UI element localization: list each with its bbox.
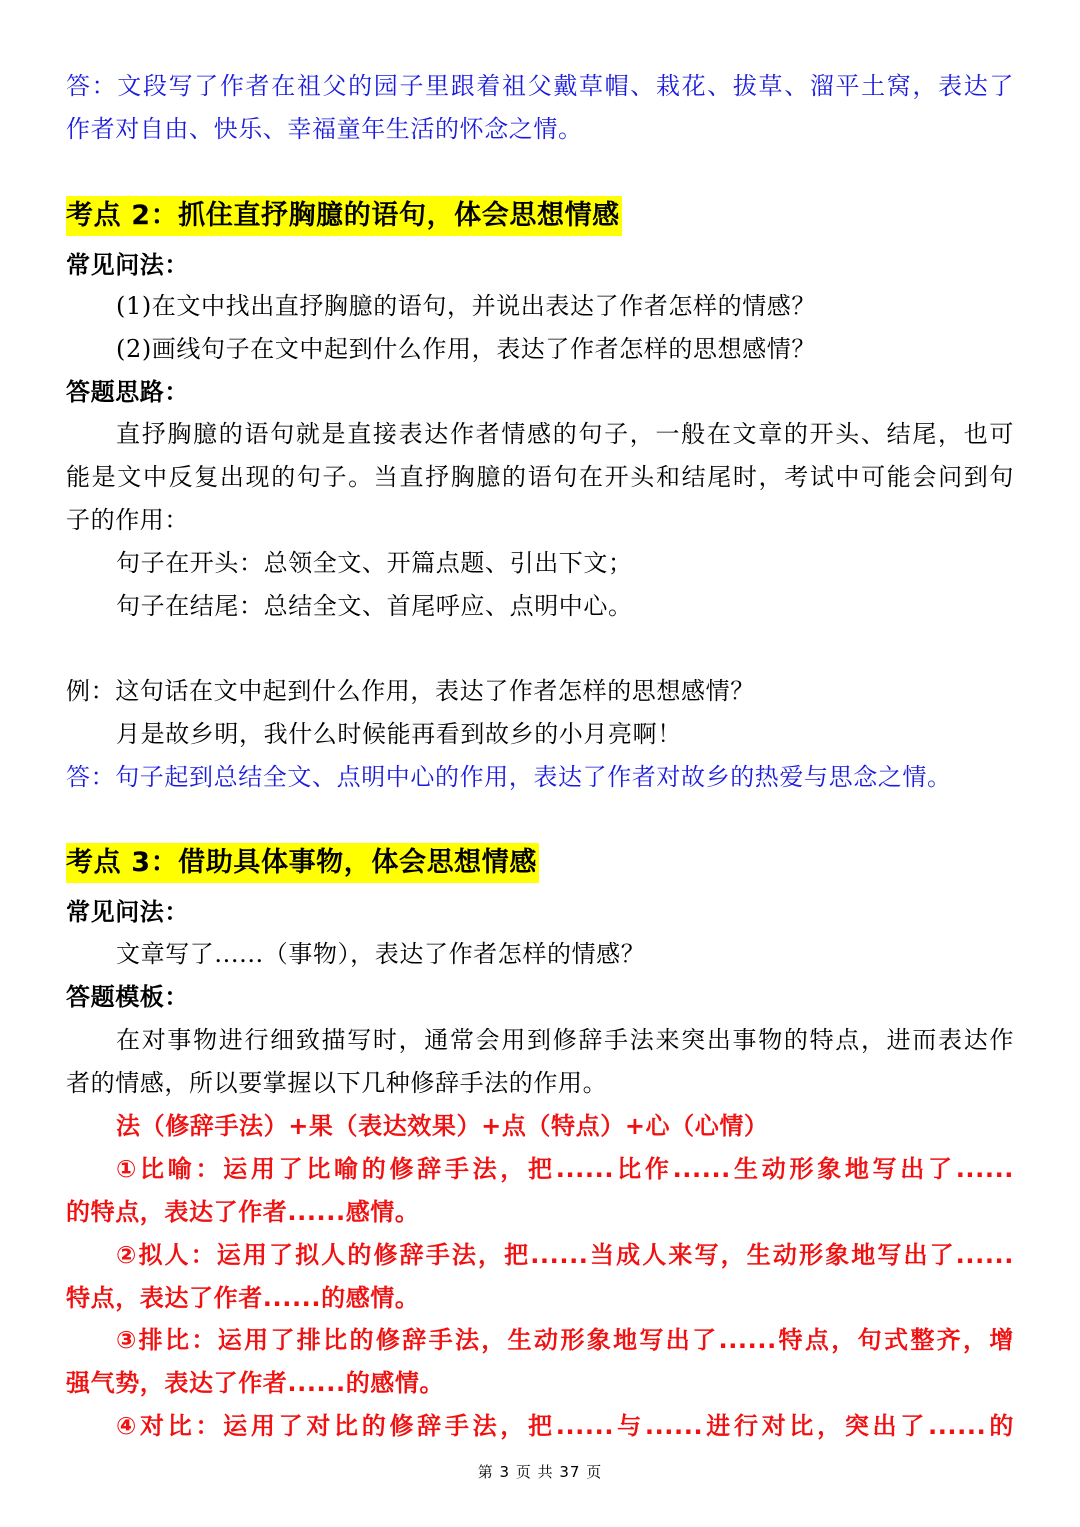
template-item-personification: ②拟人：运用了拟人的修辞手法，把......当成人来写，生动形象地写出了...... — [116, 1241, 1014, 1269]
example-sentence: 月是故乡明，我什么时候能再看到故乡的小月亮啊！ — [116, 720, 682, 748]
body-paragraph: 句子在开头：总领全文、开篇点题、引出下文； — [116, 549, 633, 577]
template-item-metaphor: 的特点，表达了作者......感情。 — [66, 1198, 420, 1226]
body-paragraph: 子的作用： — [66, 506, 189, 534]
template-item-parallelism: ③排比：运用了排比的修辞手法，生动形象地写出了......特点，句式整齐，增 — [116, 1326, 1014, 1354]
template-item-contrast: ④对比：运用了对比的修辞手法，把......与......进行对比，突出了......的 — [116, 1412, 1014, 1440]
section-heading-kaodian-2: 考点 2：抓住直抒胸臆的语句，体会思想情感 — [66, 196, 622, 236]
example-question: 例：这句话在文中起到什么作用，表达了作者怎样的思想感情？ — [66, 677, 755, 705]
section-heading-kaodian-3: 考点 3：借助具体事物，体会思想情感 — [66, 843, 539, 883]
body-paragraph: 能是文中反复出现的句子。当直抒胸臆的语句在开头和结尾时，考试中可能会问到句 — [66, 463, 1014, 491]
body-paragraph: 在对事物进行细致描写时，通常会用到修辞手法来突出事物的特点，进而表达作 — [116, 1026, 1014, 1054]
answer-text: 答：文段写了作者在祖父的园子里跟着祖父戴草帽、栽花、拔草、溜平土窝，表达了 — [66, 72, 1014, 100]
subheading-question-types: 常见问法： — [66, 251, 189, 279]
question-item: 文章写了......（事物），表达了作者怎样的情感？ — [116, 940, 646, 968]
question-item: (1)在文中找出直抒胸臆的语句，并说出表达了作者怎样的情感？ — [116, 292, 816, 320]
body-paragraph: 直抒胸臆的语句就是直接表达作者情感的句子，一般在文章的开头、结尾，也可 — [116, 420, 1014, 448]
subheading-answer-approach: 答题思路： — [66, 378, 189, 406]
template-formula: 法（修辞手法）+果（表达效果）+点（特点）+心（心情） — [116, 1112, 769, 1140]
page-footer: 第 3 页 共 37 页 — [477, 1463, 603, 1481]
subheading-question-types: 常见问法： — [66, 898, 189, 926]
subheading-answer-template: 答题模板： — [66, 983, 189, 1011]
answer-text: 答：句子起到总结全文、点明中心的作用，表达了作者对故乡的热爱与思念之情。 — [66, 763, 952, 791]
body-paragraph: 者的情感，所以要掌握以下几种修辞手法的作用。 — [66, 1069, 608, 1097]
body-paragraph: 句子在结尾：总结全文、首尾呼应、点明中心。 — [116, 592, 633, 620]
template-item-parallelism: 强气势，表达了作者......的感情。 — [66, 1369, 445, 1397]
answer-text: 作者对自由、快乐、幸福童年生活的怀念之情。 — [66, 115, 583, 143]
question-item: (2)画线句子在文中起到什么作用，表达了作者怎样的思想感情？ — [116, 335, 816, 363]
template-item-personification: 特点，表达了作者......的感情。 — [66, 1284, 420, 1312]
template-item-metaphor: ①比喻：运用了比喻的修辞手法，把......比作......生动形象地写出了...... — [116, 1155, 1014, 1183]
